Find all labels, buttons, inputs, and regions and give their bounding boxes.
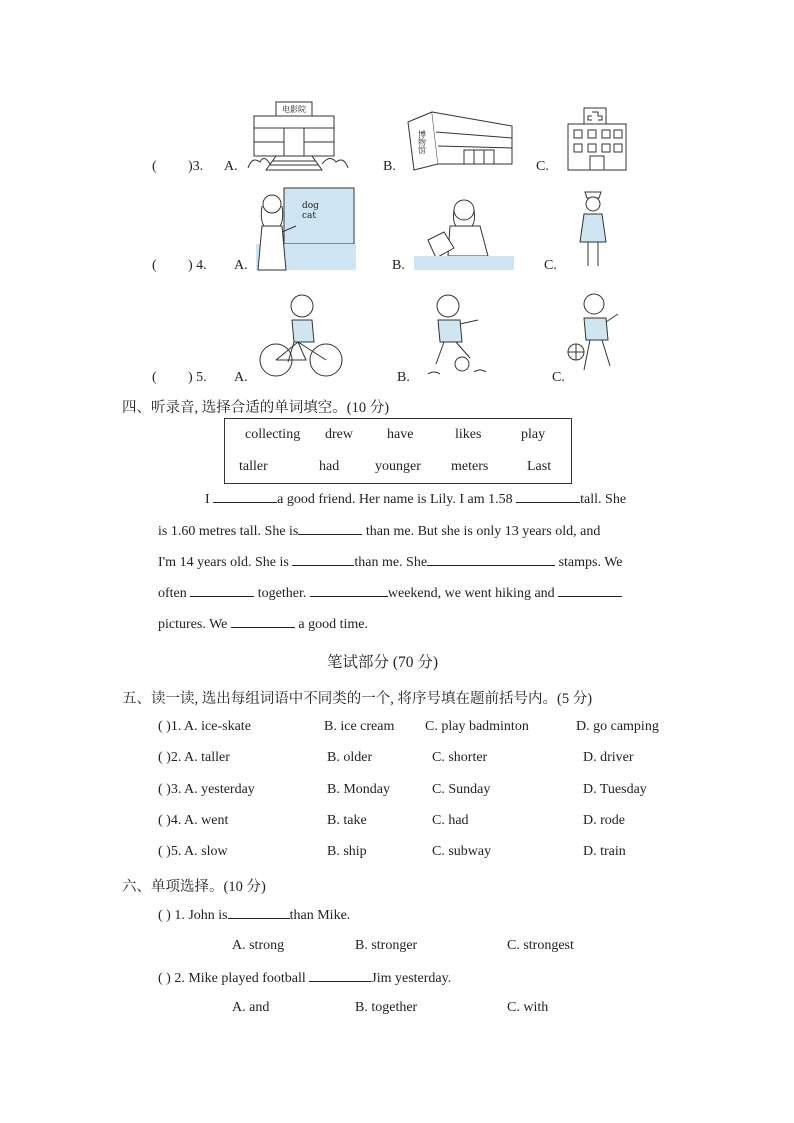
- part5-row-4-b: B. take: [327, 813, 367, 828]
- part5-row-2-c: C. shorter: [432, 750, 488, 765]
- blank[interactable]: [190, 584, 254, 597]
- cinema-picture: [246, 98, 350, 172]
- word-bank-word: have: [387, 427, 414, 442]
- word-bank-word: drew: [325, 427, 353, 442]
- part4-title: 四、听录音, 选择合适的单词填空。(10 分): [122, 400, 390, 416]
- part5-row-2-b: B. older: [327, 750, 373, 765]
- passage-line-5: pictures. We a good time.: [158, 617, 368, 632]
- part5-row-2-a: ( )2. A. taller: [158, 750, 230, 765]
- part5-row-5-d: D. train: [583, 844, 626, 859]
- part6-q2-option-a: A. and: [232, 1000, 270, 1015]
- word-bank-word: likes: [455, 427, 482, 442]
- passage-line-2: is 1.60 metres tall. She is than me. But she is only 13 years old, and: [158, 524, 601, 539]
- football-picture: [422, 292, 502, 382]
- part5-row-5-c: C. subway: [432, 844, 492, 859]
- blank[interactable]: [427, 553, 555, 566]
- word-bank: [224, 418, 572, 484]
- option-b-label: B.: [392, 258, 405, 273]
- option-b-label: B.: [397, 370, 410, 385]
- blank[interactable]: [292, 553, 354, 566]
- board-word-2: cat: [302, 211, 317, 221]
- part6-title: 六、单项选择。(10 分): [122, 879, 266, 895]
- part6-q1-option-c: C. strongest: [507, 938, 574, 953]
- museum-picture: [404, 108, 516, 172]
- paren-open: (: [152, 258, 157, 273]
- option-c-label: C.: [552, 370, 565, 385]
- part6-q2-stem: ( ) 2. Mike played football Jim yesterday.: [158, 971, 452, 986]
- blank[interactable]: [310, 584, 388, 597]
- part6-q1-stem: ( ) 1. John is than Mike.: [158, 908, 351, 923]
- nurse-picture: [576, 186, 610, 272]
- teacher-picture: [256, 186, 356, 272]
- option-a-label: A.: [234, 258, 248, 273]
- part5-row-3-b: B. Monday: [327, 782, 390, 797]
- paren-open: (: [152, 370, 157, 385]
- part6-q2-option-c: C. with: [507, 1000, 549, 1015]
- doctor-picture: [414, 196, 514, 272]
- word-bank-word: play: [521, 427, 546, 442]
- part5-row-1-b: B. ice cream: [324, 719, 395, 734]
- blank[interactable]: [213, 490, 277, 503]
- word-bank-word: younger: [375, 459, 421, 474]
- paren-open: (: [152, 159, 157, 174]
- museum-sign: 博物馆: [417, 130, 427, 154]
- part5-row-4-c: C. had: [432, 813, 469, 828]
- question-number: ) 5.: [188, 370, 207, 385]
- board-word-1: dog: [302, 201, 319, 211]
- option-c-label: C.: [544, 258, 557, 273]
- written-section-title: 笔试部分 (70 分): [327, 654, 439, 671]
- hospital-picture: [564, 106, 630, 172]
- word-bank-word: collecting: [245, 427, 301, 442]
- option-a-label: A.: [234, 370, 248, 385]
- part5-row-3-a: ( )3. A. yesterday: [158, 782, 255, 797]
- part5-row-4-a: ( )4. A. went: [158, 813, 229, 828]
- blank[interactable]: [516, 490, 580, 503]
- word-bank-word: had: [319, 459, 340, 474]
- part5-title: 五、读一读, 选出每组词语中不同类的一个, 将序号填在题前括号内。(5 分): [122, 691, 593, 707]
- blank[interactable]: [228, 906, 290, 919]
- blank[interactable]: [231, 615, 295, 628]
- part5-row-1-a: ( )1. A. ice-skate: [158, 719, 251, 734]
- bike-riding-picture: [258, 292, 344, 382]
- part6-q1-option-b: B. stronger: [355, 938, 418, 953]
- word-bank-word: Last: [527, 459, 552, 474]
- part6-q2-option-b: B. together: [355, 1000, 418, 1015]
- passage-line-1: I a good friend. Her name is Lily. I am 1.58 tall. She: [205, 492, 627, 507]
- cinema-sign: 电影院: [282, 105, 306, 114]
- option-a-label: A.: [224, 159, 238, 174]
- option-b-label: B.: [383, 159, 396, 174]
- word-bank-word: meters: [451, 459, 489, 474]
- blank[interactable]: [309, 969, 371, 982]
- part5-row-1-c: C. play badminton: [425, 719, 529, 734]
- basketball-picture: [566, 292, 626, 382]
- blank[interactable]: [558, 584, 622, 597]
- option-c-label: C.: [536, 159, 549, 174]
- question-number: )3.: [188, 159, 204, 174]
- word-bank-word: taller: [239, 459, 268, 474]
- part5-row-1-d: D. go camping: [576, 719, 659, 734]
- part5-row-2-d: D. driver: [583, 750, 634, 765]
- part5-row-5-a: ( )5. A. slow: [158, 844, 228, 859]
- passage-line-3: I'm 14 years old. She is than me. She stamps. We: [158, 555, 623, 570]
- part6-q1-option-a: A. strong: [232, 938, 285, 953]
- part5-row-3-c: C. Sunday: [432, 782, 491, 797]
- part5-row-3-d: D. Tuesday: [583, 782, 647, 797]
- blank[interactable]: [298, 522, 362, 535]
- passage-line-4: often together. weekend, we went hiking and: [158, 584, 622, 602]
- part5-row-5-b: B. ship: [327, 844, 367, 859]
- part5-row-4-d: D. rode: [583, 813, 625, 828]
- question-number: ) 4.: [188, 258, 207, 273]
